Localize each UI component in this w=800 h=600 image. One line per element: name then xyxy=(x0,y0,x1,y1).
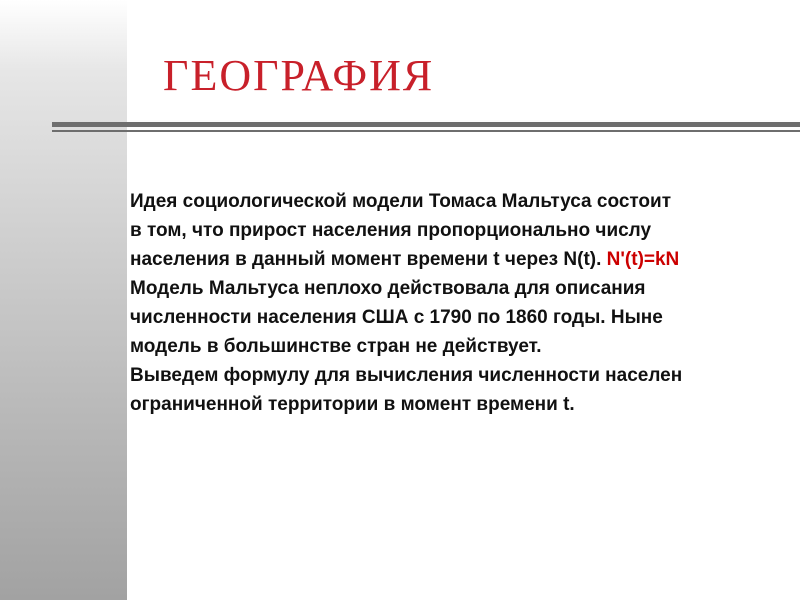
paragraph-line: Идея социологической модели Томаса Мальтуса состоит xyxy=(130,191,672,212)
side-gradient-band xyxy=(0,0,127,600)
paragraph-line-with-formula xyxy=(130,245,800,274)
malthus-formula: N'(t)=kN xyxy=(606,249,680,270)
divider-thin-line xyxy=(52,130,800,132)
slide-title: ГЕОГРАФИЯ xyxy=(163,51,435,100)
paragraph-line: ограниченной территории в момент времени t. xyxy=(130,394,575,415)
paragraph-line: в том, что прирост населения пропорционально числу xyxy=(130,220,652,241)
title-divider xyxy=(52,122,800,134)
paragraph-line: Выведем формулу для вычисления численности населен xyxy=(130,365,683,386)
paragraph-line: модель в большинстве стран не действует. xyxy=(130,336,542,357)
divider-thick-line xyxy=(52,122,800,127)
body-paragraph xyxy=(130,187,800,419)
paragraph-line: Модель Мальтуса неплохо действовала для описания xyxy=(130,278,646,299)
paragraph-line-text: населения в данный момент времени t через N(t). xyxy=(130,249,607,270)
paragraph-line: численности населения США с 1790 по 1860 годы. Ныне xyxy=(130,307,663,328)
